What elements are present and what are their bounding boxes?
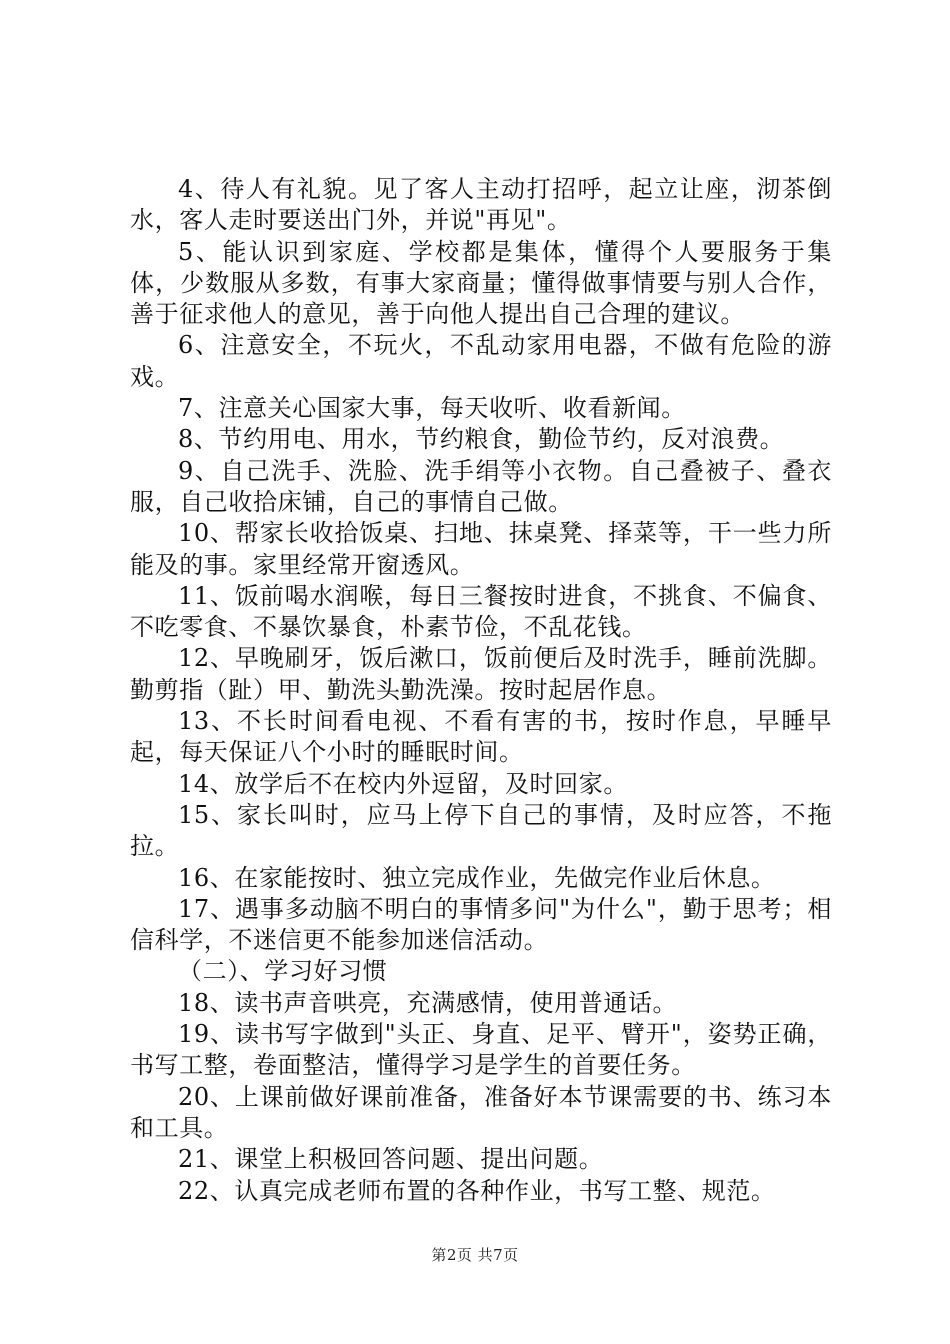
paragraph: 22、认真完成老师布置的各种作业，书写工整、规范。: [178, 1176, 776, 1205]
paragraph: 17、遇事多动脑不明白的事情多问"为什么"，勤于思考；相信科学，不迷信更不能参加迷信活动。: [130, 894, 832, 955]
paragraph: 14、放学后不在校内外逗留，及时回家。: [178, 769, 628, 798]
paragraph: 4、待人有礼貌。见了客人主动打招呼，起立让座，沏茶倒水，客人走时要送出门外，并说"再见"。: [130, 175, 832, 235]
paragraph: 18、读书声音哄亮，充满感情，使用普通话。: [178, 988, 678, 1017]
paragraph: 19、读书写字做到"头正、身直、足平、臂开"，姿势正确，书写工整，卷面整洁，懂得学习是学生的首要任务。: [130, 1020, 832, 1080]
paragraph: 20、上课前做好课前准备，准备好本节课需要的书、练习本和工具。: [130, 1082, 832, 1142]
paragraph: 16、在家能按时、独立完成作业，先做完作业后休息。: [178, 863, 776, 892]
page-footer: 第2页 共7页: [431, 1246, 519, 1264]
paragraph: 9、自己洗手、洗脸、洗手绢等小衣物。自己叠被子、叠衣服，自己收拾床铺，自己的事情自己做。: [130, 456, 832, 516]
paragraph: 15、家长叫时，应马上停下自己的事情，及时应答，不拖拉。: [130, 800, 832, 861]
paragraph: 21、课堂上积极回答问题、提出问题。: [178, 1145, 604, 1174]
paragraph: 6、注意安全，不玩火，不乱动家用电器，不做有危险的游戏。: [130, 331, 832, 391]
document-body: [130, 174, 832, 1207]
section-heading: （二）、学习好习惯: [178, 957, 388, 986]
paragraph: 8、节约用电、用水，节约粮食，勤俭节约，反对浪费。: [178, 425, 785, 454]
paragraph: 7、注意关心国家大事，每天收听、收看新闻。: [178, 394, 686, 423]
paragraph: 12、早晚刷牙，饭后漱口，饭前便后及时洗手，睡前洗脚。勤剪指（趾）甲、勤洗头勤洗澡。按时起居作息。: [130, 644, 832, 704]
paragraph: 11、饭前喝水润喉，每日三餐按时进食，不挑食、不偏食、不吃零食、不暴饮暴食，朴素节俭，不乱花钱。: [130, 581, 832, 642]
paragraph: 13、不长时间看电视、不看有害的书，按时作息，早睡早起，每天保证八个小时的睡眠时间。: [130, 707, 832, 767]
paragraph: 5、能认识到家庭、学校都是集体，懂得个人要服务于集体，少数服从多数，有事大家商量；懂得做事情要与别人合作，善于征求他人的意见，善于向他人提出自己合理的建议。: [130, 237, 832, 329]
paragraph: 10、帮家长收拾饭桌、扫地、抹桌凳、择菜等，干一些力所能及的事。家里经常开窗透风。: [130, 519, 832, 579]
